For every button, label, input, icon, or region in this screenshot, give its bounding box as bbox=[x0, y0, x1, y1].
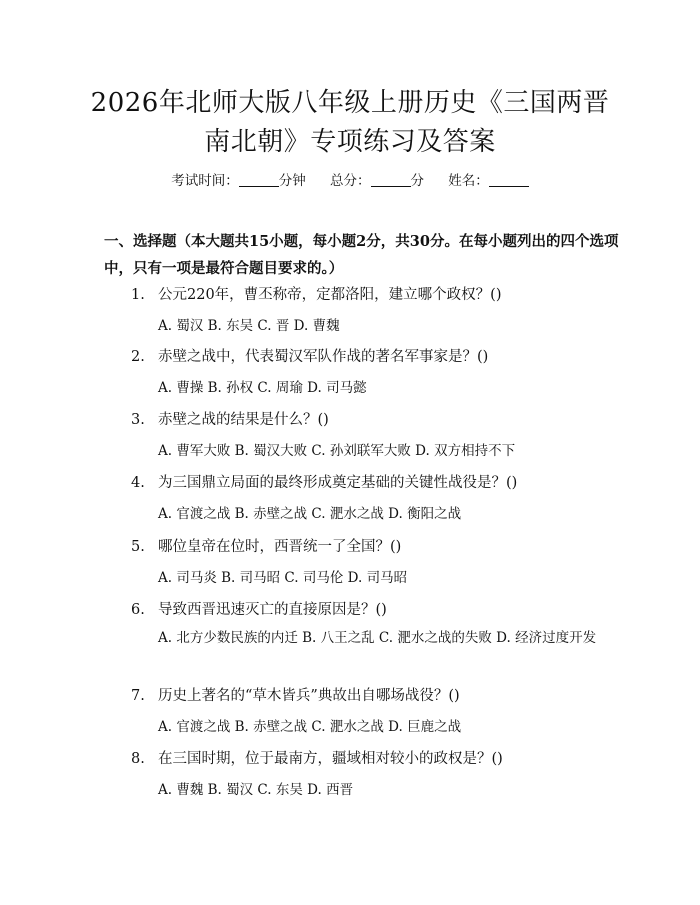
question-text: 为三国鼎立局面的最终形成奠定基础的关键性战役是？() bbox=[158, 475, 518, 491]
question-6 bbox=[131, 598, 387, 619]
score-field bbox=[330, 173, 428, 189]
question-1 bbox=[131, 283, 502, 304]
question-4 bbox=[131, 471, 517, 492]
name-label: 姓名： bbox=[448, 173, 489, 189]
question-number: 6. bbox=[131, 602, 145, 618]
question-text: 公元220年，曹丕称帝，定都洛阳，建立哪个政权？() bbox=[158, 287, 502, 303]
section-heading: 一、选择题（本大题共15小题，每小题2分，共30分。在每小题列出的四个选项中，只有一项是最符合题目要求的。） bbox=[104, 233, 619, 277]
time-label: 考试时间： bbox=[171, 173, 239, 189]
question-number: 8. bbox=[131, 751, 145, 767]
question-7-options: A. 官渡之战 B. 赤壁之战 C. 淝水之战 D. 巨鹿之战 bbox=[158, 719, 462, 735]
question-number: 1. bbox=[131, 287, 145, 303]
exam-title-line-1: 2026年北师大版八年级上册历史《三国两晋 bbox=[90, 88, 610, 118]
question-text: 导致西晋迅速灭亡的直接原因是？() bbox=[158, 602, 387, 618]
score-blank bbox=[371, 173, 411, 187]
question-1-options: A. 蜀汉 B. 东吴 C. 晋 D. 曹魏 bbox=[158, 318, 340, 334]
question-text: 历史上著名的“草木皆兵”典故出自哪场战役？() bbox=[158, 688, 460, 704]
question-3-options: A. 曹军大败 B. 蜀汉大败 C. 孙刘联军大败 D. 双方相持不下 bbox=[158, 443, 516, 459]
question-text: 赤壁之战的结果是什么？() bbox=[158, 412, 329, 428]
exam-meta bbox=[0, 169, 700, 189]
score-label: 总分： bbox=[330, 173, 371, 189]
question-5 bbox=[131, 535, 401, 556]
question-text: 在三国时期，位于最南方，疆域相对较小的政权是？() bbox=[158, 751, 503, 767]
question-number: 7. bbox=[131, 688, 145, 704]
question-number: 4. bbox=[131, 475, 145, 491]
question-6-options: A. 北方少数民族的内迁 B. 八王之乱 C. 淝水之战的失败 D. 经济过度开发 bbox=[158, 630, 597, 646]
time-unit: 分钟 bbox=[278, 173, 306, 189]
question-5-options: A. 司马炎 B. 司马昭 C. 司马伦 D. 司马昭 bbox=[158, 570, 408, 586]
question-8-options: A. 曹魏 B. 蜀汉 C. 东吴 D. 西晋 bbox=[158, 782, 354, 798]
question-text: 哪位皇帝在位时，西晋统一了全国？() bbox=[158, 539, 402, 555]
score-unit: 分 bbox=[410, 173, 424, 189]
name-blank bbox=[489, 173, 529, 187]
time-blank bbox=[239, 173, 279, 187]
question-4-options: A. 官渡之战 B. 赤壁之战 C. 淝水之战 D. 衡阳之战 bbox=[158, 506, 462, 522]
question-8 bbox=[131, 747, 503, 768]
question-number: 2. bbox=[131, 349, 145, 365]
time-field bbox=[171, 173, 310, 189]
question-text: 赤壁之战中，代表蜀汉军队作战的著名军事家是？() bbox=[158, 349, 489, 365]
question-number: 5. bbox=[131, 539, 145, 555]
question-number: 3. bbox=[131, 412, 145, 428]
exam-title-line-2: 南北朝》专项练习及答案 bbox=[204, 127, 496, 157]
question-3 bbox=[131, 408, 329, 429]
name-field bbox=[448, 173, 529, 189]
question-7 bbox=[131, 684, 460, 705]
question-2 bbox=[131, 345, 488, 366]
question-2-options: A. 曹操 B. 孙权 C. 周瑜 D. 司马懿 bbox=[158, 380, 367, 396]
